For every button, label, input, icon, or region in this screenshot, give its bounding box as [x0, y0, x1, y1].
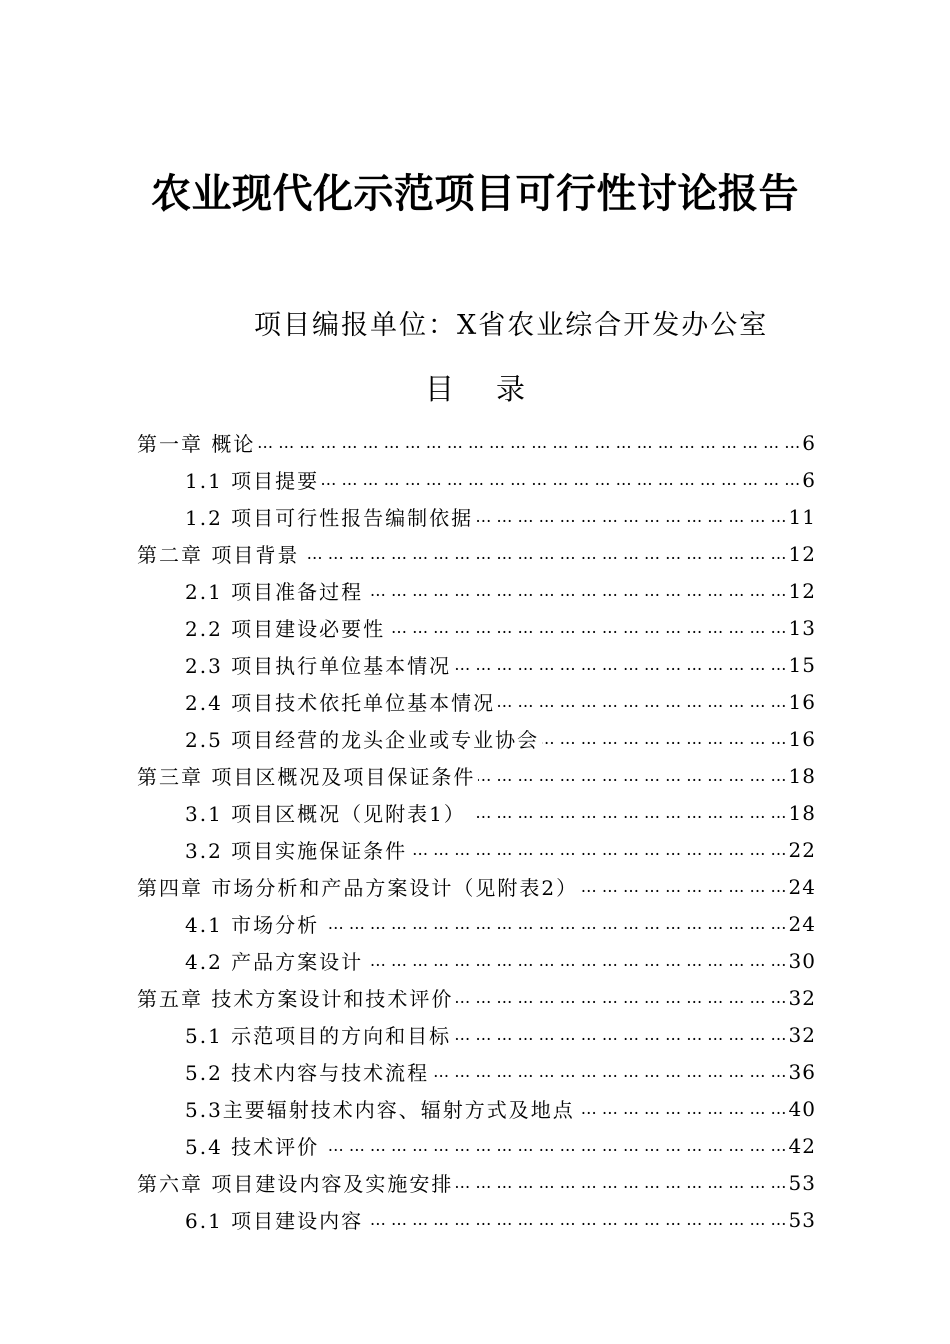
toc-leader — [478, 765, 786, 787]
toc-leader — [366, 580, 786, 602]
toc-entry-page: 11 — [788, 504, 816, 529]
toc-entry[interactable] — [0, 794, 950, 831]
toc-entry[interactable] — [0, 461, 950, 498]
toc-leader — [498, 691, 786, 713]
document-title: 农业现代化示范项目可行性讨论报告 — [151, 171, 799, 217]
toc-entry-label: 第二章 项目背景 — [137, 543, 300, 567]
toc-entry-label: 第三章 项目区概况及项目保证条件 — [137, 765, 476, 789]
toc-entry-page: 15 — [788, 652, 816, 677]
toc-entry[interactable] — [0, 831, 950, 868]
toc-leader — [476, 506, 786, 528]
toc-entry-page: 30 — [788, 948, 816, 973]
toc-leader — [581, 876, 786, 898]
toc-entry-label: 5.2 技术内容与技术流程 — [185, 1061, 430, 1085]
toc-entry-label: 第五章 技术方案设计和技术评价 — [137, 987, 454, 1011]
toc-leader — [454, 1024, 786, 1046]
toc-entry[interactable] — [0, 1016, 950, 1053]
toc-entry-page: 32 — [788, 1022, 816, 1047]
toc-entry[interactable] — [0, 498, 950, 535]
toc-entry-page: 16 — [788, 689, 816, 714]
toc-leader — [322, 469, 800, 491]
toc-entry-label: 4.2 产品方案设计 — [185, 950, 364, 974]
toc-entry-label: 第六章 项目建设内容及实施安排 — [137, 1172, 454, 1196]
toc-entry[interactable] — [0, 1090, 950, 1127]
toc-heading — [0, 368, 950, 410]
toc-entry[interactable] — [0, 942, 950, 979]
toc-entry[interactable] — [0, 1164, 950, 1201]
toc-entry[interactable] — [0, 905, 950, 942]
toc-entry[interactable] — [0, 868, 950, 905]
toc-entry-page: 24 — [788, 874, 816, 899]
toc-entry[interactable] — [0, 1127, 950, 1164]
toc-entry-label: 5.4 技术评价 — [185, 1135, 320, 1159]
toc-entry-label: 1.2 项目可行性报告编制依据 — [185, 506, 474, 530]
table-of-contents — [0, 424, 950, 1238]
toc-entry-page: 42 — [788, 1133, 816, 1158]
toc-entry-page: 12 — [788, 541, 816, 566]
toc-leader — [388, 617, 786, 639]
toc-leader — [469, 802, 787, 824]
toc-entry-page: 6 — [802, 430, 816, 455]
toc-leader — [410, 839, 786, 861]
toc-entry-page: 13 — [788, 615, 816, 640]
toc-leader — [322, 913, 786, 935]
toc-entry-page: 24 — [788, 911, 816, 936]
toc-entry[interactable] — [0, 720, 950, 757]
toc-entry-label: 第四章 市场分析和产品方案设计（见附表2） — [137, 876, 579, 900]
toc-entry-label: 5.3主要辐射技术内容、辐射方式及地点 — [185, 1098, 575, 1122]
toc-entry-page: 40 — [788, 1096, 816, 1121]
toc-leader — [302, 543, 786, 565]
toc-entry-label: 4.1 市场分析 — [185, 913, 320, 937]
toc-entry[interactable] — [0, 683, 950, 720]
toc-entry[interactable] — [0, 572, 950, 609]
toc-entry-label: 3.1 项目区概况（见附表1） — [185, 802, 466, 826]
toc-entry-page: 53 — [788, 1207, 816, 1232]
toc-entry-label: 1.1 项目提要 — [185, 469, 320, 493]
toc-leader — [456, 987, 786, 1009]
toc-entry-page: 6 — [802, 467, 816, 492]
toc-entry-label: 6.1 项目建设内容 — [185, 1209, 364, 1233]
toc-entry-label: 第一章 概论 — [137, 432, 256, 456]
toc-entry-label: 2.3 项目执行单位基本情况 — [185, 654, 452, 678]
toc-leader — [432, 1061, 786, 1083]
toc-entry-label: 5.1 示范项目的方向和目标 — [185, 1024, 452, 1048]
toc-entry[interactable] — [0, 1201, 950, 1238]
toc-entry[interactable] — [0, 646, 950, 683]
toc-entry[interactable] — [0, 535, 950, 572]
toc-entry-label: 2.5 项目经营的龙头企业或专业协会 — [185, 728, 540, 752]
toc-entry-page: 16 — [788, 726, 816, 751]
toc-leader — [322, 1135, 786, 1157]
toc-heading-char-2: 录 — [496, 372, 526, 406]
toc-entry-page: 18 — [788, 800, 816, 825]
toc-entry-label: 3.2 项目实施保证条件 — [185, 839, 408, 863]
toc-entry-page: 18 — [788, 763, 816, 788]
toc-entry-page: 53 — [788, 1170, 816, 1195]
toc-entry[interactable] — [0, 979, 950, 1016]
toc-entry[interactable] — [0, 757, 950, 794]
toc-leader — [258, 432, 800, 454]
toc-leader — [366, 950, 786, 972]
toc-entry-label: 2.4 项目技术依托单位基本情况 — [185, 691, 496, 715]
toc-entry-label: 2.1 项目准备过程 — [185, 580, 364, 604]
toc-entry-label: 2.2 项目建设必要性 — [185, 617, 386, 641]
compiling-unit: 项目编报单位：X省农业综合开发办公室 — [254, 310, 769, 341]
toc-entry-page: 32 — [788, 985, 816, 1010]
toc-leader — [542, 728, 786, 750]
toc-entry[interactable] — [0, 424, 950, 461]
toc-leader — [366, 1209, 786, 1231]
toc-entry-page: 36 — [788, 1059, 816, 1084]
toc-entry-page: 12 — [788, 578, 816, 603]
toc-entry[interactable] — [0, 1053, 950, 1090]
toc-leader — [454, 654, 786, 676]
toc-leader — [578, 1098, 787, 1120]
toc-heading-char-1: 目 — [424, 372, 454, 406]
toc-leader — [456, 1172, 786, 1194]
toc-entry-page: 22 — [788, 837, 816, 862]
toc-entry[interactable] — [0, 609, 950, 646]
